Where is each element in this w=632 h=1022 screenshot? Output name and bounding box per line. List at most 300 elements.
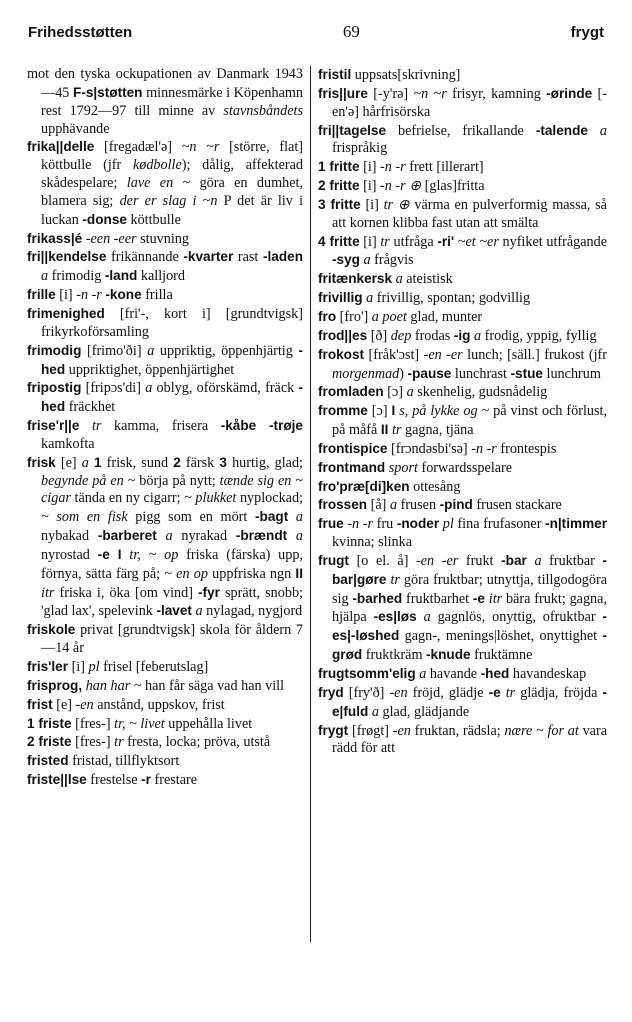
dictionary-entry <box>318 552 607 665</box>
entry-text: lunch; [säll.] frukost (jfr <box>462 346 607 363</box>
entry-text: [frøgt] <box>348 722 393 739</box>
grammar-label: a <box>295 509 304 526</box>
headword: fritænkersk <box>318 271 393 287</box>
entry-text: börja på nytt; <box>135 472 220 489</box>
entry-text: [ð] <box>367 327 391 344</box>
entry-text: [fry'ð] <box>343 684 390 701</box>
dictionary-entry <box>318 440 607 459</box>
dictionary-entry <box>27 696 303 715</box>
grammar-label: tr <box>390 571 400 588</box>
entry-text: glädja, fröjda <box>515 684 603 701</box>
entry-text: vara rädd för att <box>332 722 607 757</box>
entry-text: bära frukt; gagna, hjälpa <box>332 590 607 626</box>
headword: fryd <box>318 684 344 700</box>
dictionary-entry <box>318 402 607 440</box>
grammar-label: a <box>406 384 414 401</box>
headword: -bar|gøre <box>332 552 607 587</box>
entry-text: [-y'rə] <box>367 85 414 102</box>
dictionary-entry <box>318 327 607 346</box>
dictionary-entry <box>318 383 607 402</box>
entry-text: köttbulle <box>126 211 181 228</box>
grammar-label: a <box>363 252 371 269</box>
grammar-label: stavnsbåndets <box>223 102 303 119</box>
grammar-label: nære ~ for at <box>504 722 579 739</box>
grammar-label: a <box>295 528 304 545</box>
grammar-label: tr <box>91 418 102 435</box>
grammar-label: a <box>147 342 155 359</box>
headword: frisk <box>27 454 56 470</box>
grammar-label: tr <box>505 684 516 701</box>
entry-text: frivillig, spontan; godvillig <box>373 290 531 307</box>
entry-text: [i] <box>359 178 381 195</box>
entry-text: [e] <box>52 696 76 713</box>
headword: fro <box>318 308 337 324</box>
grammar-label: han har ~ <box>85 677 142 694</box>
headword: F-s|støtten <box>72 84 143 100</box>
headword: -talende <box>535 122 588 138</box>
entry-text: [e] <box>55 454 82 471</box>
entry-text: rast <box>233 249 263 266</box>
dictionary-entry <box>27 715 303 734</box>
headword: fristed <box>27 753 69 769</box>
dictionary-entry <box>27 286 303 305</box>
dictionary-entry <box>318 270 607 289</box>
entry-text: uppfriska ngn <box>207 565 296 582</box>
entry-text: frisel [feberutslag] <box>99 659 209 675</box>
entry-text: ottesång <box>409 478 461 495</box>
headword: -ig <box>453 327 471 343</box>
entry-text: [ɔ] <box>383 384 407 401</box>
entry-text: frett [illerart] <box>405 159 484 176</box>
dictionary-entry <box>318 158 607 177</box>
entry-text: kvinna; slinka <box>332 534 412 551</box>
headword: -land <box>104 268 138 284</box>
headword: -pind <box>439 497 473 513</box>
entry-text: frusen stackare <box>472 497 562 514</box>
entry-text: uppehålla livet <box>164 715 253 732</box>
entry-text: [fro'] <box>336 308 372 325</box>
headword: -e I <box>97 546 122 562</box>
grammar-label: tr <box>380 233 390 250</box>
entry-text: minnesmärke i Köpenhamn rest 1792—97 till minne av <box>41 84 304 119</box>
headword: -laden <box>262 249 303 265</box>
grammar-label: itr <box>41 584 55 601</box>
headword: -hed <box>480 666 510 681</box>
headword: -barberet <box>97 528 157 544</box>
dictionary-entry <box>318 196 607 233</box>
headword: -lavet <box>156 603 192 619</box>
headword: 3 fritte <box>318 196 361 212</box>
headword: -n|timmer <box>545 516 608 532</box>
entry-text: utfråga <box>389 233 438 250</box>
entry-text: frodas <box>411 327 454 344</box>
entry-text: friska (färska) upp, förnya, sätta färg på; <box>41 546 303 582</box>
headword: frimodig <box>27 342 82 358</box>
column-divider <box>310 66 311 942</box>
grammar-label: -en <box>389 684 408 701</box>
entry-text: frestare <box>150 772 198 789</box>
entry-text: [fri'-, kort i] [grundtvigsk] frikyrkoförsamling <box>41 305 303 340</box>
right-column <box>318 66 607 758</box>
headword: frokost <box>318 346 365 362</box>
headword: fris||ure <box>318 85 368 101</box>
entry-text: frusen <box>397 497 440 514</box>
grammar-label: begynde på en ~ <box>41 472 136 489</box>
grammar-label: s, på lykke og ~ <box>399 403 490 420</box>
page-header <box>28 22 604 50</box>
grammar-label: tr <box>114 734 124 751</box>
headword: fromme <box>318 403 368 419</box>
entry-text: frontespis <box>496 440 557 457</box>
headword: -bagt <box>255 509 289 525</box>
grammar-label: morgenmad <box>332 365 400 382</box>
grammar-label: a <box>145 380 153 397</box>
dictionary-entry <box>27 733 303 752</box>
headword: frontispice <box>318 440 388 456</box>
headword: frise'r||e <box>27 418 80 434</box>
grammar-label: -en <box>392 722 411 739</box>
dictionary-entry <box>27 417 303 454</box>
entry-text: [fres-] <box>71 734 115 751</box>
headword: fripostig <box>27 380 82 396</box>
dictionary-entry <box>318 289 607 308</box>
entry-text: upphävande <box>41 120 110 137</box>
headword: -ørinde <box>546 85 593 101</box>
entry-text: lunchrast <box>451 365 511 382</box>
headword: frossen <box>318 497 368 513</box>
dictionary-entry <box>27 752 303 771</box>
entry-text: frodig, yppig, fyllig <box>481 327 597 344</box>
headword: frimenighed <box>27 305 105 321</box>
headword: -noder <box>396 516 440 532</box>
entry-text: havandeskap <box>509 666 587 682</box>
grammar-label: -n -r ⊕ <box>380 178 422 195</box>
dictionary-entry <box>318 233 607 271</box>
headword: II <box>380 422 389 438</box>
headword: -barhed <box>352 590 403 606</box>
headword: fri||tagelse <box>318 122 387 138</box>
entry-text <box>287 528 296 544</box>
dictionary-entry <box>318 515 607 552</box>
dictionary-entry <box>318 308 607 327</box>
entry-text: nyplockad; <box>236 490 303 507</box>
headword: fri||kendelse <box>27 249 107 265</box>
grammar-label: -een -eer <box>85 230 137 247</box>
entry-text <box>288 509 296 525</box>
headword: -brændt <box>235 528 288 544</box>
entry-text: oblyg, oförskämd, fräck <box>152 380 299 397</box>
entry-text: uppriktig, öppenhjärtig <box>154 342 299 359</box>
entry-text: fristad, tillflyktsort <box>68 753 180 770</box>
grammar-label: a <box>81 454 89 471</box>
entry-text: [o el. å] <box>348 552 417 569</box>
headword: -fyr <box>198 584 220 600</box>
entry-text: ); dålig, affekterad skådespelare; <box>41 157 303 192</box>
entry-text: P det är liv i luckan <box>41 192 304 228</box>
grammar-label: ~ plukket <box>184 490 237 507</box>
entry-text: forwardsspelare <box>417 459 513 476</box>
entry-text: färsk <box>180 454 220 471</box>
dictionary-entry <box>27 248 303 286</box>
dictionary-entry <box>318 85 607 122</box>
headword: -kåbe -trøje <box>220 418 303 434</box>
grammar-label: lave en ~ <box>126 175 191 192</box>
dictionary-entry <box>318 122 607 159</box>
entry-text: fruktämne <box>470 647 533 664</box>
entry-text: frestelse <box>86 772 142 789</box>
headword: -e <box>472 590 485 606</box>
headword: friskole <box>27 622 76 638</box>
entry-text: hurtig, glad; <box>226 454 303 471</box>
header-left-guideword: Frihedsstøtten <box>28 24 133 41</box>
left-column <box>27 66 303 790</box>
entry-text <box>79 418 92 434</box>
grammar-label: a poet <box>371 308 407 325</box>
entry-text: nyrakad <box>172 528 236 545</box>
headword: 4 fritte <box>318 233 360 249</box>
grammar-label: -n -r <box>380 159 406 176</box>
entry-text: ) <box>399 365 408 382</box>
headword: -kone <box>105 287 142 303</box>
grammar-label: -en <box>75 696 94 713</box>
grammar-label: a <box>165 528 173 545</box>
entry-text: privat [grundtvigsk] skola för åldern 7—14 år <box>41 622 303 657</box>
entry-text: frisyr, kamning <box>446 85 547 102</box>
headword: 1 <box>93 454 102 470</box>
headword: -es|løs <box>373 609 417 625</box>
headword: frist <box>27 696 53 712</box>
entry-text: [i] <box>360 196 384 213</box>
entry-text: stuvning <box>136 230 189 247</box>
dictionary-entry <box>318 346 607 384</box>
headword: -e|fuld <box>332 684 607 719</box>
dictionary-entry <box>27 305 303 342</box>
headword: frisprog, <box>27 677 83 693</box>
entry-text: på vinst och förlust, på måfå <box>332 403 608 439</box>
dictionary-entry <box>27 621 303 658</box>
dictionary-entry <box>318 684 607 722</box>
headword: 3 <box>219 454 227 470</box>
entry-text: göra en dumhet, blamera sig; <box>41 175 303 209</box>
entry-text: fresta, locka; pröva, utstå <box>123 734 271 751</box>
entry-text: fru <box>373 516 397 533</box>
headword: frue <box>318 516 344 532</box>
entry-text: [fråk'ɔst] <box>364 346 424 363</box>
headword: -bar <box>501 552 527 568</box>
entry-text: kamkofta <box>41 435 95 452</box>
entry-text: uppsats[skrivning] <box>351 67 461 83</box>
entry-text: fräckhet <box>65 399 116 416</box>
grammar-label: a <box>195 603 203 620</box>
entry-text: nyfiket utfrågande <box>498 233 608 250</box>
grammar-label: a <box>419 666 427 682</box>
grammar-label: ~n ~r <box>413 85 447 102</box>
headword: -kvarter <box>183 249 234 265</box>
headword: -syg <box>332 252 360 268</box>
grammar-label: kødbolle <box>132 157 182 174</box>
headword: friste||lse <box>27 772 87 788</box>
headword: 2 friste <box>27 734 72 750</box>
grammar-label: itr <box>488 590 503 607</box>
grammar-label: dep <box>390 327 412 344</box>
grammar-label: a <box>599 122 607 139</box>
dictionary-entry <box>27 454 303 622</box>
entry-text: [å] <box>367 497 390 514</box>
dictionary-entry <box>318 665 607 684</box>
entry-text: [i] <box>359 159 381 176</box>
entry-text: [glas]fritta <box>421 178 485 195</box>
entry-text: friska i, öka [om vind] <box>54 584 199 601</box>
headword: frugt <box>318 552 349 568</box>
dictionary-entry <box>318 66 607 85</box>
entry-text: frilla <box>141 287 173 304</box>
entry-text: han får säga vad han vill <box>141 677 285 694</box>
entry-text: [ɔ] <box>367 403 392 420</box>
headword: -es|-løshed <box>332 609 608 644</box>
entry-text: ateistisk <box>402 271 453 288</box>
entry-text: [i] <box>359 233 381 250</box>
entry-text: frisk, sund <box>101 454 174 471</box>
grammar-label: tr, ~ livet <box>114 715 165 732</box>
entry-text: nybakad <box>41 528 98 545</box>
grammar-label: pl <box>442 516 454 533</box>
headword: -stue <box>510 365 543 381</box>
entry-text: glad, glädjande <box>378 703 470 720</box>
entry-text <box>157 528 166 544</box>
grammar-label: a <box>371 703 379 720</box>
dictionary-entry <box>27 66 303 138</box>
entry-text: pigg som en mört <box>127 509 256 526</box>
headword: frygt <box>318 722 349 738</box>
headword: frugtsomm'elig <box>318 666 416 681</box>
headword: 2 <box>173 454 181 470</box>
headword: -pause <box>407 365 452 381</box>
grammar-label: tr <box>391 422 402 439</box>
headword: frivillig <box>318 290 363 306</box>
headword: -ri' <box>437 233 455 249</box>
grammar-label: a <box>389 497 398 514</box>
headword: fromladen <box>318 384 384 400</box>
entry-text: [större, flat] köttbulle (jfr <box>41 139 303 174</box>
headword: II <box>295 565 303 581</box>
headword: -hed <box>41 342 303 377</box>
entry-text: frukt <box>458 552 502 569</box>
dictionary-entry <box>27 230 303 249</box>
grammar-label: -en -er <box>416 552 459 569</box>
headword: fro'præ[di]ken <box>318 478 410 494</box>
headword: -r <box>141 772 151 788</box>
grammar-label: ~ som en fisk <box>41 509 128 526</box>
entry-text: fruktkräm <box>362 647 427 664</box>
entry-text: kalljord <box>137 268 186 285</box>
entry-text: [fregadæl'ə] <box>94 139 182 156</box>
entry-text: [fripɔs'di] <box>81 380 146 397</box>
entry-text: frikännande <box>106 249 184 266</box>
entry-text <box>588 123 600 139</box>
entry-text: befrielse, frikallande <box>386 122 536 139</box>
headword: -knude <box>426 647 471 663</box>
entry-text: glad, munter <box>406 308 483 325</box>
entry-text: mot den tyska ockupationen av Danmark 1943—45 <box>27 66 303 101</box>
entry-text: [-en'ə] hårfrisörska <box>332 85 608 120</box>
grammar-label: a <box>366 290 374 307</box>
headword: -donse <box>82 211 127 227</box>
dictionary-entry <box>318 722 607 759</box>
entry-text: frispråkig <box>332 140 388 157</box>
grammar-label: a <box>534 552 542 569</box>
dictionary-entry <box>27 342 303 380</box>
headword: fris'ler <box>27 659 69 674</box>
dictionary-entry <box>27 771 303 790</box>
headword: 2 fritte <box>318 178 360 194</box>
page-number: 69 <box>342 22 360 41</box>
headword: I <box>391 403 396 419</box>
headword: -e <box>488 684 501 700</box>
entry-text: [frɔndəsbi'sə] <box>387 440 472 457</box>
grammar-label: ~n ~r <box>181 139 220 156</box>
grammar-label: tænde sig en ~ cigar <box>41 472 303 507</box>
entry-text: kamma, frisera <box>101 418 221 435</box>
entry-text: havande <box>426 666 481 682</box>
grammar-label: -n -r <box>471 440 497 457</box>
entry-text: [fres-] <box>71 715 115 732</box>
dictionary-entry <box>27 379 303 417</box>
grammar-label: pl <box>88 659 100 675</box>
entry-text: gagna, tjäna <box>401 422 474 439</box>
entry-text: [i] <box>55 287 77 304</box>
entry-text: anstånd, uppskov, frist <box>93 696 225 713</box>
dictionary-entry <box>318 177 607 196</box>
entry-text: gagnlös, onyttig, ofruktbar <box>430 609 603 626</box>
entry-text: göra fruktbar; utnyttja, tillgodogöra sig <box>332 571 608 607</box>
entry-text: frimodig <box>48 268 105 285</box>
headword: frille <box>27 287 56 303</box>
entry-text: värma en pulverformig massa, så att kornen klibba fast utan att smälta <box>332 196 607 231</box>
header-right-guideword: frygt <box>570 24 604 41</box>
headword: frontmand <box>318 459 386 475</box>
grammar-label: ~ en op <box>164 565 208 582</box>
entry-text: lunchrum <box>542 365 601 382</box>
headword: 1 fritte <box>318 159 360 175</box>
entry-text: nylagad, nygjord <box>202 603 303 620</box>
grammar-label: der er slag i ~n <box>119 192 218 209</box>
grammar-label: tr, ~ op <box>129 546 179 563</box>
headword: -grød <box>332 628 607 663</box>
grammar-label: a <box>423 609 431 626</box>
entry-text: sprätt, snobb; 'glad lax', spelevink <box>41 584 304 620</box>
dictionary-entry <box>318 496 607 515</box>
entry-text: uppriktighet, öppenhjärtighet <box>65 361 235 378</box>
headword: frikass|é <box>27 230 83 246</box>
entry-text: gagn-, menings|löshet, onyttighet <box>399 628 603 645</box>
entry-text: [frimo'ði] <box>81 342 148 359</box>
entry-text: fina frufasoner <box>453 516 546 533</box>
dictionary-entry <box>27 677 303 696</box>
grammar-label: a <box>395 271 403 288</box>
grammar-label: ~et ~er <box>457 233 499 250</box>
entry-text: fruktbar <box>541 552 603 569</box>
grammar-label: sport <box>388 459 418 476</box>
entry-text: [i] <box>68 659 89 675</box>
headword: fristil <box>318 67 352 82</box>
headword: frod||es <box>318 327 368 343</box>
dictionary-entry <box>27 138 303 229</box>
headword: frika||delle <box>27 139 95 155</box>
grammar-label: -en -er <box>423 346 463 363</box>
entry-text: nyrostad <box>41 546 98 563</box>
grammar-label: a <box>41 268 49 285</box>
entry-text: fröjd, glädje <box>407 684 489 701</box>
